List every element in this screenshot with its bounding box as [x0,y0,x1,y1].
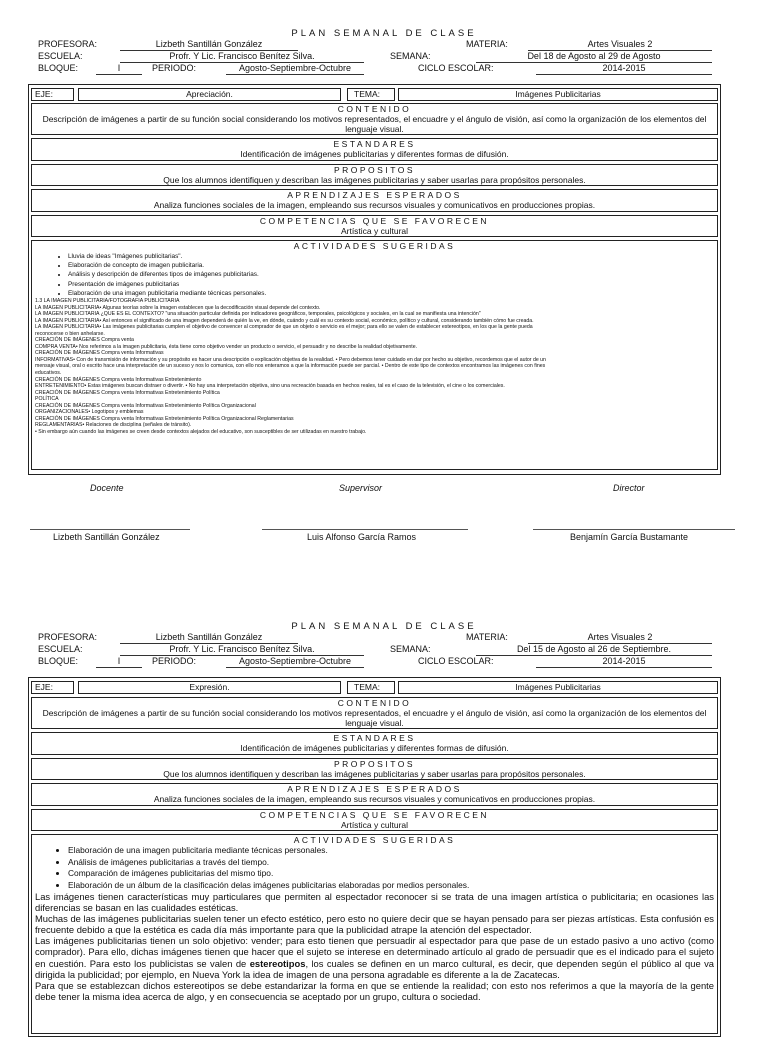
paragraph-emphasis: estereotipos [249,957,306,969]
bloque-label: BLOQUE: [38,656,79,666]
actividades-section [31,240,718,470]
list-item: • Comparación de imágenes publicitarias del mismo tipo. [68,868,717,880]
estandares-section [31,732,718,755]
actividades-heading: ACTIVIDADES SUGERIDAS [293,241,456,251]
propositos-heading: PROPOSITOS [333,165,416,175]
profesora-label: PROFESORA: [38,632,98,642]
paragraph: Las imágenes tienen características muy particulares que permiten al espectador reconocer si se trata de una imagen artística o publicitaria; en ocasiones las diferencias se basan en las cualidades estéticas. [35,891,714,914]
profesora-value: Lizbeth Santillán González [120,632,298,644]
periodo-label: PERIODO: [152,656,197,666]
competencias-heading: COMPETENCIAS QUE SE FAVORECEN [259,810,490,820]
supervisor-signature-line [262,529,468,530]
note-line: ENTRETENIMIENTO• Estas imágenes buscan distraer o divertir. • No hay una interpretación objetiva, sino una recreación basada en hechos reales, tal es el caso de la televisión, el cine o los comerciales. [35,383,505,390]
estandares-text: Identificación de imágenes publicitarias y diferentes formas de difusión. [240,743,509,753]
bloque-value: I [96,656,142,668]
list-item: • Presentación de imágenes publicitarias [68,280,717,289]
contenido-text: Descripción de imágenes a partir de su función social considerando los motivos representados, el encuadre y el ángulo de visión, así como la organización de los elementos del lenguaje visual. [42,114,707,134]
aprendizajes-section [31,783,718,806]
actividades-list [32,845,717,891]
contenido-section [31,103,718,135]
materia-label: MATERIA: [466,632,508,642]
competencias-section [31,215,718,237]
plan-title: PLAN SEMANAL DE CLASE [291,621,477,632]
escuela-value: Profr. Y Lic. Francisco Benítez Silva. [120,644,364,656]
bloque-value: I [96,63,142,75]
periodo-value: Agosto-Septiembre-Octubre [226,63,364,75]
note-line: LA IMAGEN PUBLICITARIA• Las imágenes publicitarias cumplen el objetivo de convencer al comprador de que un objeto o servicio es el mejor; para ello se valen de establecer estereotipos, en los que la gente pueda [35,324,533,331]
note-line: CREACIÓN DE IMÁGENES Compra venta [35,337,134,344]
escuela-label: ESCUELA: [38,51,83,61]
note-line: COMPRA VENTA• Nos referimos a la imagen publicitaria, ésta tiene como objetivo vender un producto o servicio, el persuadir y no describe la realidad objetivamente. [35,343,418,350]
paragraph: Muchas de las imágenes publicitarias suelen tener un efecto estético, pero esto no quiere decir que se hayan pensado para ser piezas artísticas. Esta confusión es frecuente debido a que la estética es cada día más importante para que la publicidad atrape la atención del espectador. [35,913,714,936]
paragraph-part: Las imágenes publicitarias tienen un solo objetivo: vender; para esto tienen que persuadir al espectador para que pase de un estado pasivo a uno activo (como comprador). Para ello, dichas imágenes tienen que hacer que el sujeto se interese en determinado artículo al grado de persuadir que es el indicado para el sujeto en cuestión. Para esto los publicistas se valen de [35,935,714,969]
list-item: • Elaboración de una imagen publicitaria mediante técnicas personales. [68,845,717,857]
escuela-value: Profr. Y Lic. Francisco Benítez Silva. [120,51,364,63]
propositos-section [31,164,718,186]
docente-label: Docente [90,483,124,493]
competencias-heading: COMPETENCIAS QUE SE FAVORECEN [259,216,490,226]
note-line: POLÍTICA [35,396,59,403]
tema-label: TEMA: [347,681,395,694]
bloque-label: BLOQUE: [38,63,79,73]
contenido-section [31,697,718,729]
periodo-value: Agosto-Septiembre-Octubre [226,656,364,668]
paragraph-part: , los cuales se definen en un marco cultural, es decir, que dependen según el público al que va dirigida la publicidad; por ejemplo, en Nueva York la idea de imagen de una persona agradable es diferente a la de Zacatecas. [35,957,714,980]
estandares-heading: ESTANDARES [333,139,416,149]
list-item: • Lluvia de ideas "Imágenes publicitarias". [68,252,717,261]
estandares-heading: ESTANDARES [333,733,416,743]
contenido-text: Descripción de imágenes a partir de su función social considerando los motivos representados, el encuadre y el ángulo de visión, así como la organización de los elementos del lenguaje visual. [42,708,707,728]
propositos-heading: PROPOSITOS [333,759,416,769]
eje-label: EJE: [31,681,74,694]
eje-value: Apreciación. [78,88,341,101]
aprendizajes-heading: APRENDIZAJES ESPERADOS [287,190,462,200]
note-line: CREACIÓN DE IMÁGENES Compra venta Informativas Entretenimiento Política Organizacional Reglamentarias [35,415,294,422]
materia-value: Artes Visuales 2 [528,632,712,644]
propositos-text: Que los alumnos identifiquen y describan las imágenes publicitarias y saber usarlas para propósitos personales. [163,769,586,779]
note-line: LA IMAGEN PUBLICITARIA• Algunas teorías sobre la imagen establecen que la decodificación visual depende del contexto. [35,304,321,311]
paragraph: Para que se establezcan dichos estereotipos se debe estandarizar la forma en que se entiende la realidad; con esto nos referimos a que la mayoría de la gente debe tener la misma idea acerca de algo, y en consecuencia se aceptado por un grupo, cultura o sociedad. [35,979,714,1002]
aprendizajes-text: Analiza funciones sociales de la imagen, empleando sus recursos visuales y comunicativos en producciones propias. [153,200,596,210]
eje-label: EJE: [31,88,74,101]
director-signature-line [533,529,735,530]
propositos-text: Que los alumnos identifiquen y describan las imágenes publicitarias y saber usarlas para propósitos personales. [163,175,586,185]
materia-value: Artes Visuales 2 [528,39,712,51]
aprendizajes-heading: APRENDIZAJES ESPERADOS [287,784,462,794]
profesora-label: PROFESORA: [38,39,98,49]
semana-label: SEMANA: [390,51,431,61]
list-item: • Análisis y descripción de diferentes tipos de imágenes publicitarias. [68,270,717,279]
note-line: CREACIÓN DE IMÁGENES Compra venta Informativas Entretenimiento Política Organizacional [35,402,256,409]
contenido-heading: CONTENIDO [337,698,412,708]
semana-label: SEMANA: [390,644,431,654]
tema-value: Imágenes Publicitarias [398,681,718,694]
profesora-value: Lizbeth Santillán González [120,39,298,51]
note-line: REGLAMENTARIAS• Relaciones de disciplina (señales de tránsito). [35,422,192,429]
note-line: LA IMAGEN PUBLICITARIA• Así entonces el significado de una imagen dependerá de quién la ve, en dónde, cuándo y cuál es su contexto social, económico, político y cultural, considerando también cómo fue creada. [35,317,534,324]
actividades-heading: ACTIVIDADES SUGERIDAS [293,835,456,845]
paragraph [32,935,717,979]
escuela-label: ESCUELA: [38,644,83,654]
materia-label: MATERIA: [466,39,508,49]
competencias-text: Artística y cultural [340,226,409,236]
docente-signature-line [30,529,190,530]
note-line: 1.3 LA IMAGEN PUBLICITARIA/FOTOGRAFÍA PUBLICITARIA [35,298,180,305]
propositos-section [31,758,718,780]
estandares-text: Identificación de imágenes publicitarias y diferentes formas de difusión. [240,149,509,159]
ciclo-label: CICLO ESCOLAR: [418,63,494,73]
note-line: reconocerse o bien anhelarse. [35,330,105,337]
docente-name: Lizbeth Santillán González [53,532,160,542]
note-line: educativos. [35,370,62,377]
estandares-section [31,138,718,161]
note-line: mensaje visual, oral o escrito hace una interpretación de un suceso y nos lo comunica, con ello nos enteramos a que la información puede ser parcial. • Dentro de este tipo de contextos encontramos las imágenes con fines [35,363,546,370]
director-label: Director [613,483,645,493]
note-line: CREACIÓN DE IMÁGENES Compra venta Informativas [35,350,164,357]
director-name: Benjamín García Bustamante [570,532,689,542]
competencias-section [31,809,718,831]
note-line: CREACIÓN DE IMÁGENES Compra venta Informativas Entretenimiento [35,376,202,383]
ciclo-value: 2014-2015 [536,656,712,668]
actividades-list [32,252,717,298]
note-line: CREACIÓN DE IMÁGENES Compra venta Informativas Entretenimiento Política [35,389,220,396]
eje-value: Expresión. [78,681,341,694]
notes-block [32,298,717,435]
note-line: INFORMATIVAS• Con de transmisión de información y su propósito es hacer una descripción o explicación objetiva de la realidad. • Pero debemos tener cuidado en dar por hecho su objetivo, recordemos que el autor de un [35,356,546,363]
competencias-text: Artística y cultural [340,820,409,830]
periodo-label: PERIODO: [152,63,197,73]
tema-value: Imágenes Publicitarias [398,88,718,101]
list-item: • Análisis de imágenes publicitarias a través del tiempo. [68,857,717,869]
list-item: • Elaboración de una imagen publicitaria mediante técnicas personales. [68,289,717,298]
actividades-section [31,834,718,1034]
semana-value: Del 15 de Agosto al 26 de Septiembre. [476,644,712,656]
supervisor-name: Luis Alfonso García Ramos [307,532,417,542]
aprendizajes-text: Analiza funciones sociales de la imagen, empleando sus recursos visuales y comunicativos en producciones propias. [153,794,596,804]
note-line: ORGANIZACIONALES• Logotipos y emblemas [35,409,144,416]
list-item: • Elaboración de un álbum de la clasificación delas imágenes publicitarias elaboradas por medios personales. [68,880,717,892]
supervisor-label: Supervisor [339,483,383,493]
semana-value: Del 18 de Agosto al 29 de Agosto [476,51,712,63]
ciclo-label: CICLO ESCOLAR: [418,656,494,666]
contenido-heading: CONTENIDO [337,104,412,114]
note-line: • Sin embargo aún cuando las imágenes se creen desde contextos alejados del educativo, son susceptibles de ser utilizadas en nuestro trabajo. [35,428,367,435]
ciclo-value: 2014-2015 [536,63,712,75]
plan-title: PLAN SEMANAL DE CLASE [291,28,477,39]
aprendizajes-section [31,189,718,212]
list-item: • Elaboración de concepto de imagen publicitaria. [68,261,717,270]
tema-label: TEMA: [347,88,395,101]
note-line: LA IMAGEN PUBLICITARIA ¿QUE ES EL CONTEXTO? "una situación particular definida por indicadores geográficos, temporales, psicológicos y sociales, en la cual se manifiesta una intención" [35,311,481,318]
